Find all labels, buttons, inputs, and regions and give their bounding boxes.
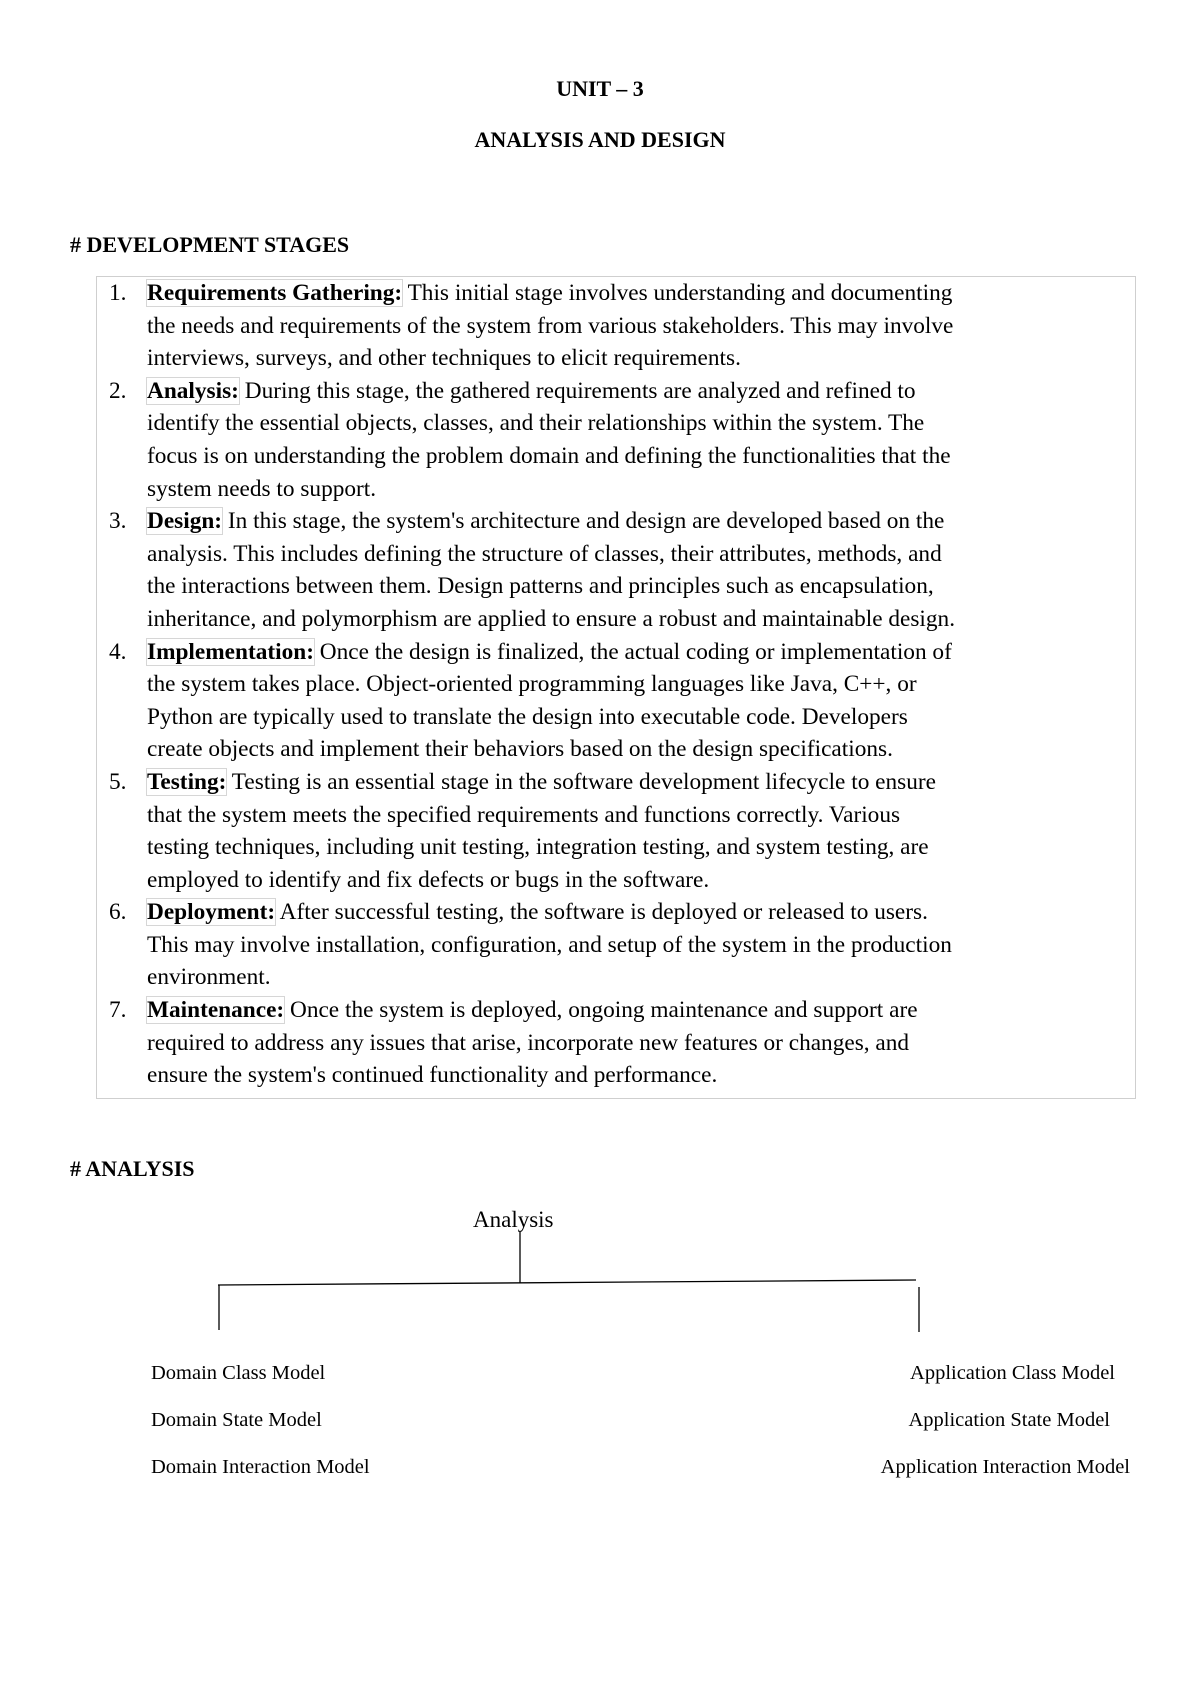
stage-description-text: In this stage, the system's architecture and design are developed based on the — [222, 508, 945, 535]
stage-term: Deployment: — [147, 899, 276, 926]
stage-description-text: During this stage, the gathered requirements are analyzed and refined to — [238, 377, 916, 404]
stage-description-text: focus is on understanding the problem domain and defining the functionalities that the — [147, 442, 951, 469]
stage-description-text: analysis. This includes defining the structure of classes, their attributes, methods, and — [147, 540, 942, 567]
domain-interaction-model: Domain Interaction Model — [151, 1456, 370, 1478]
application-state-model: Application State Model — [908, 1409, 1110, 1431]
stage-number: 2. — [109, 377, 127, 404]
stage-description-text: system needs to support. — [147, 475, 377, 502]
stage-number: 5. — [109, 768, 127, 795]
stage-description-text: This may involve installation, configuration, and setup of the system in the production — [147, 931, 952, 958]
domain-state-model: Domain State Model — [151, 1409, 322, 1431]
stage-description-text: identify the essential objects, classes, and their relationships within the system. The — [147, 410, 925, 437]
stage-description-text: Testing is an essential stage in the software development lifecycle to ensure — [226, 768, 936, 795]
stage-description-text: Once the design is finalized, the actual coding or implementation of — [313, 638, 952, 665]
stage-description-text: employed to identify and fix defects or bugs in the software. — [147, 866, 710, 893]
stage-number: 6. — [109, 899, 127, 926]
stage-description-text: Once the system is deployed, ongoing maintenance and support are — [284, 997, 918, 1024]
stage-description-text: the interactions between them. Design patterns and principles such as encapsulation, — [147, 573, 934, 600]
stage-description-text: testing techniques, including unit testing, integration testing, and system testing, are — [147, 834, 929, 861]
analysis-root-label: Analysis — [473, 1207, 554, 1232]
stage-term: Testing: — [147, 768, 227, 795]
application-class-model: Application Class Model — [910, 1362, 1115, 1384]
stage-term: Requirements Gathering: — [147, 280, 403, 306]
stage-description-text: inheritance, and polymorphism are applied to ensure a robust and maintainable design. — [147, 605, 956, 632]
stage-number: 1. — [109, 280, 127, 306]
stage-number: 7. — [109, 997, 127, 1024]
stage-description-text: environment. — [147, 964, 271, 991]
stage-number: 3. — [109, 508, 127, 535]
unit-subtitle: ANALYSIS AND DESIGN — [474, 127, 726, 152]
stage-description-text: the system takes place. Object-oriented programming languages like Java, C++, or — [147, 671, 917, 698]
stage-description-text: that the system meets the specified requirements and functions correctly. Various — [147, 801, 901, 828]
stage-number: 4. — [109, 638, 127, 665]
stage-term: Implementation: — [147, 638, 314, 665]
stage-description-text: After successful testing, the software is deployed or released to users. — [275, 899, 928, 926]
unit-title: UNIT – 3 — [556, 76, 644, 101]
stage-description-text: This initial stage involves understanding and documenting — [402, 280, 953, 306]
horizontal-branch-line — [218, 1280, 916, 1285]
stage-description-text: interviews, surveys, and other techniques to elicit requirements. — [147, 345, 741, 372]
stage-description-text: the needs and requirements of the system from various stakeholders. This may involve — [147, 312, 954, 339]
stage-description-text: Python are typically used to translate the design into executable code. Developers — [147, 703, 908, 730]
stage-description-text: create objects and implement their behaviors based on the design specifications. — [147, 736, 893, 763]
stage-description-text: ensure the system's continued functionality and performance. — [147, 1062, 718, 1089]
stage-term: Analysis: — [147, 377, 239, 404]
application-interaction-model: Application Interaction Model — [880, 1456, 1130, 1478]
stage-term: Design: — [147, 508, 223, 535]
stage-description-text: required to address any issues that arise, incorporate new features or changes, and — [147, 1029, 910, 1056]
development-stages-heading: # DEVELOPMENT STAGES — [70, 232, 350, 257]
analysis-heading: # ANALYSIS — [70, 1156, 195, 1181]
stage-term: Maintenance: — [147, 997, 285, 1024]
domain-class-model: Domain Class Model — [151, 1362, 326, 1384]
